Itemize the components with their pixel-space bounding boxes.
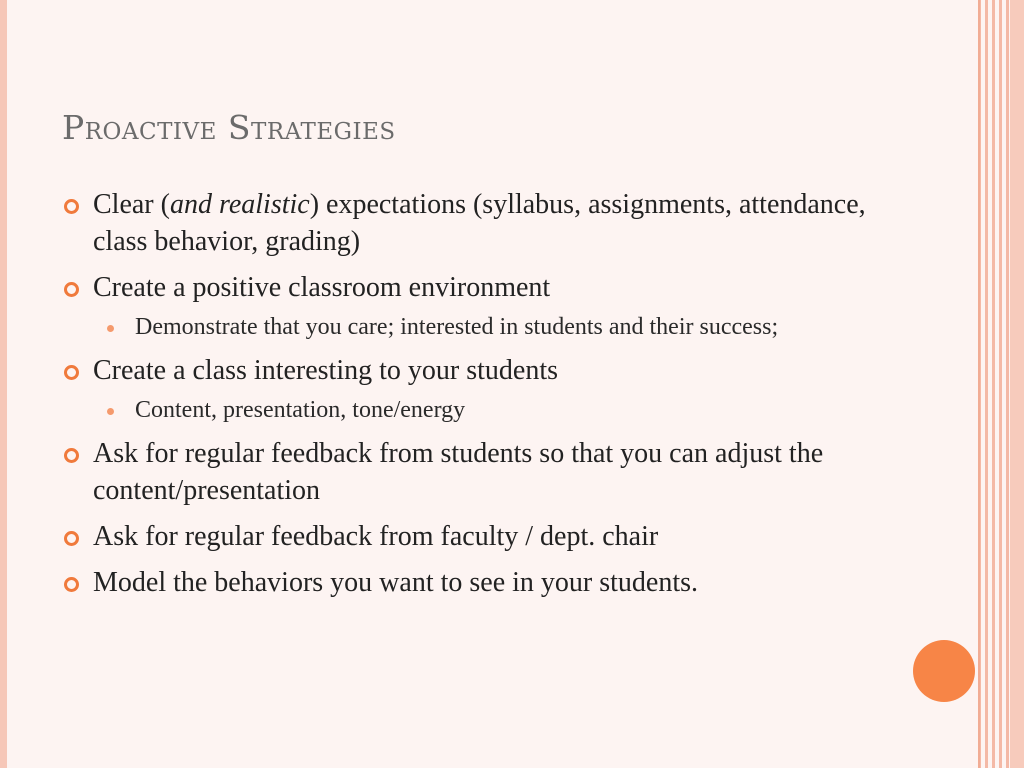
bullet-item-faculty-feedback xyxy=(62,518,892,555)
sub-bullet-text: Demonstrate that you care; interested in students and their success; xyxy=(135,314,779,340)
slide-content xyxy=(62,186,892,610)
sub-bullet-item-care xyxy=(62,312,892,343)
bullet-item-interesting-class xyxy=(62,352,892,389)
text-segment: Clear ( xyxy=(93,189,170,220)
sub-bullet-item-content xyxy=(62,395,892,426)
text-segment: ) expectations (syllabus, assignments, attendance, class behavior, grading) xyxy=(93,189,866,257)
ring-bullet-icon xyxy=(64,577,79,592)
bullet-item-positive-environment xyxy=(62,269,892,306)
bullet-text: Create a positive classroom environment xyxy=(93,272,551,303)
bullet-item-expectations xyxy=(62,186,892,260)
ring-bullet-icon xyxy=(64,531,79,546)
bullet-item-model-behaviors xyxy=(62,564,892,601)
right-solid-stripe xyxy=(1010,0,1024,768)
bullet-text: Ask for regular feedback from faculty / dept. chair xyxy=(93,521,659,552)
left-border-decoration xyxy=(0,0,7,768)
orange-circle-decoration xyxy=(913,640,975,702)
right-stripes-decoration xyxy=(978,0,1024,768)
ring-bullet-icon xyxy=(64,365,79,380)
dot-bullet-icon xyxy=(107,325,114,332)
dot-bullet-icon xyxy=(107,408,114,415)
ring-bullet-icon xyxy=(64,448,79,463)
emphasis-text: and realistic xyxy=(169,189,310,220)
bullet-text: Create a class interesting to your students xyxy=(93,355,558,386)
ring-bullet-icon xyxy=(64,282,79,297)
bullet-item-student-feedback xyxy=(62,435,892,509)
slide-title: Proactive Strategies xyxy=(62,108,396,147)
sub-bullet-text: Content, presentation, tone/energy xyxy=(135,397,466,423)
ring-bullet-icon xyxy=(64,199,79,214)
right-thin-stripe xyxy=(978,0,980,768)
bullet-text: Ask for regular feedback from students so that you can adjust the content/presentation xyxy=(93,438,824,506)
bullet-text: Model the behaviors you want to see in your students. xyxy=(93,567,699,598)
